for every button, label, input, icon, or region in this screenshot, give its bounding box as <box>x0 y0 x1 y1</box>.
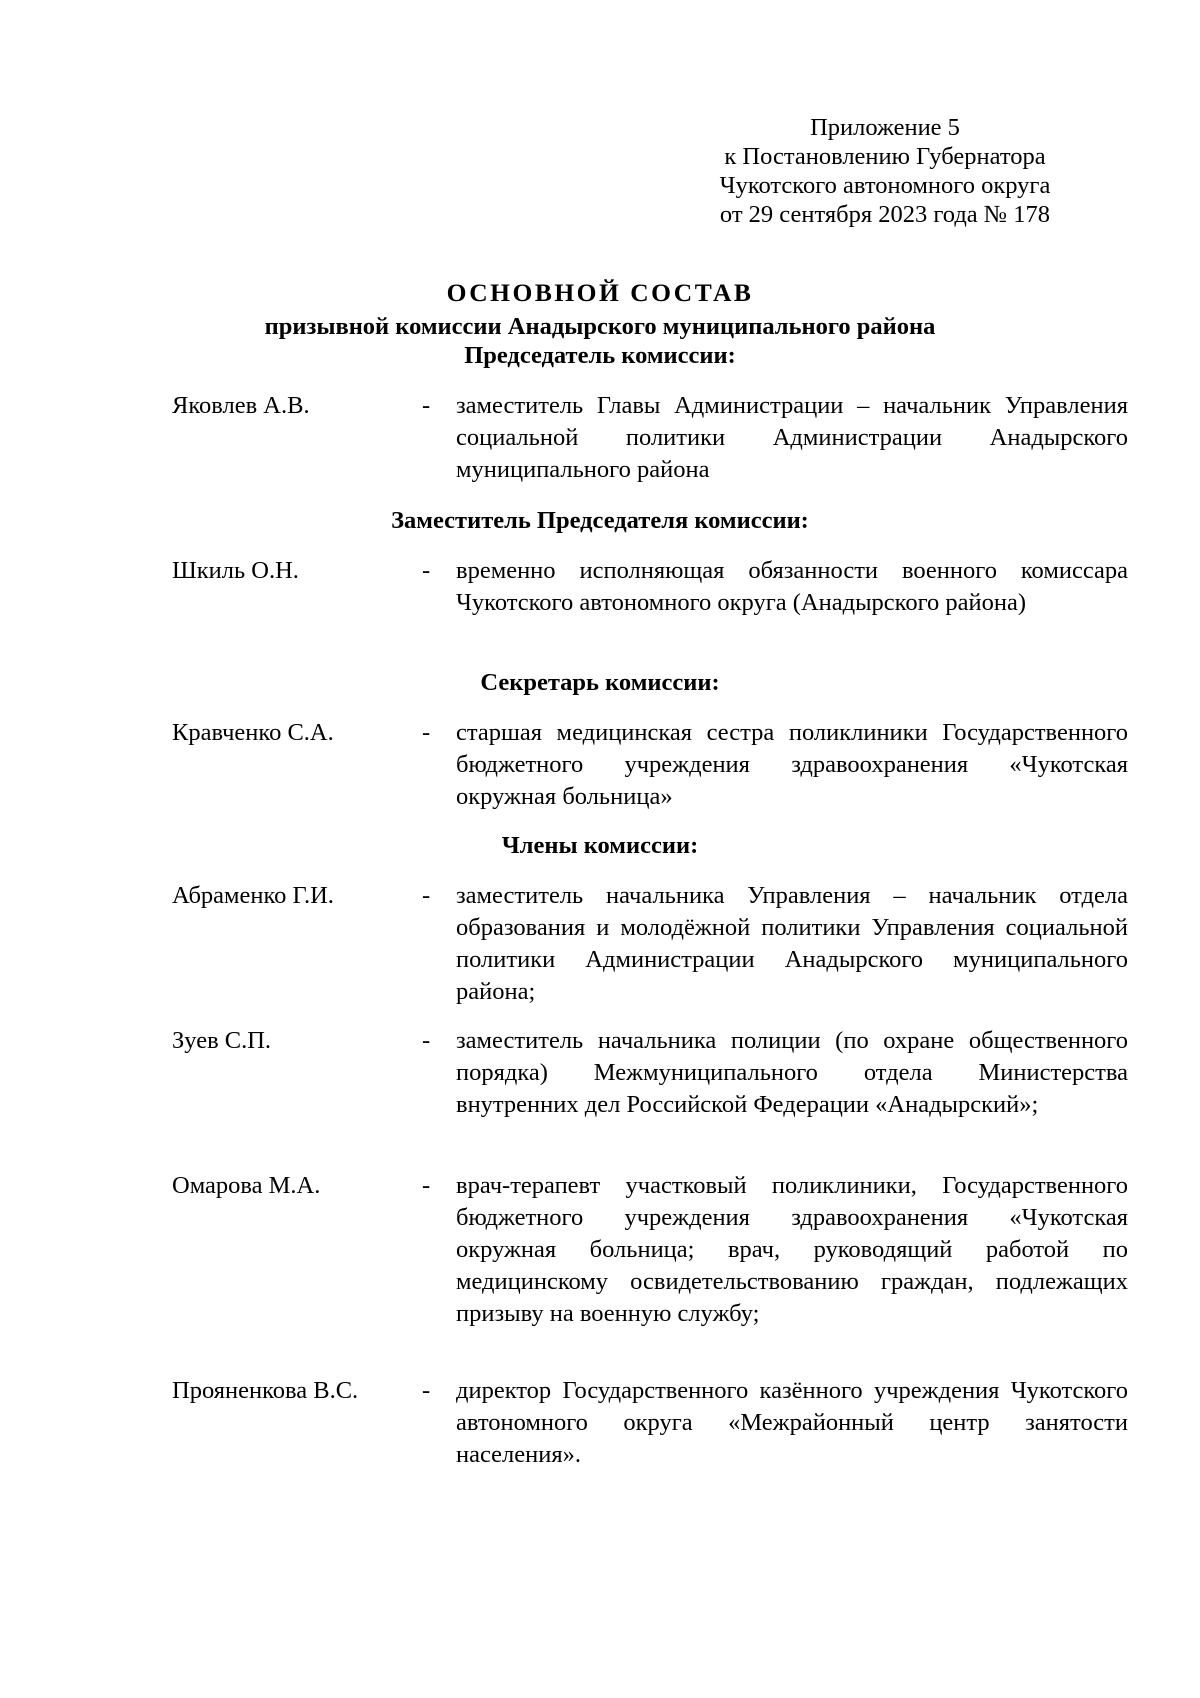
member-dash: - <box>422 392 431 419</box>
section-heading-deputy: Заместитель Председателя комиссии: <box>391 507 809 534</box>
member-name: Прояненкова В.С. <box>172 1377 359 1404</box>
document-subtitle: призывной комиссии Анадырского муниципального района <box>264 313 936 340</box>
member-role: старшая медицинская сестра поликлиники Государственного бюджетного учреждения здравоохранения «Чукотская окружная больница» <box>456 719 1128 810</box>
member-name: Омарова М.А. <box>172 1172 321 1199</box>
member-dash: - <box>422 557 431 584</box>
member-role: директор Государственного казённого учреждения Чукотского автономного округа «Межрайонный центр занятости населения». <box>456 1377 1128 1468</box>
section-heading-members: Члены комиссии: <box>501 832 699 859</box>
member-dash: - <box>422 1027 431 1054</box>
member-dash: - <box>422 882 431 909</box>
section-heading-secretary: Секретарь комиссии: <box>480 669 720 696</box>
member-role: заместитель начальника Управления – начальник отдела образования и молодёжной политики Управления социальной политики Администрации Анадырского муниципального района; <box>456 882 1128 1005</box>
member-dash: - <box>422 1377 431 1404</box>
member-role: заместитель начальника полиции (по охране общественного порядка) Межмуниципального отдела Министерства внутренних дел Российской Федерации «Анадырский»; <box>456 1027 1128 1118</box>
member-role: заместитель Главы Администрации – начальник Управления социальной политики Администрации Анадырского муниципального района <box>456 392 1128 483</box>
member-name: Яковлев А.В. <box>172 392 310 419</box>
member-dash: - <box>422 719 431 746</box>
member-role: врач-терапевт участковый поликлиники, Государственного бюджетного учреждения здравоохранения «Чукотская окружная больница; врач, руководящий работой по медицинскому освидетельствованию граждан, подлежащих призыву на военную службу; <box>456 1172 1128 1327</box>
member-name: Шкиль О.Н. <box>172 557 299 584</box>
member-name: Зуев С.П. <box>172 1027 272 1054</box>
appendix-number: Приложение 5 <box>810 114 960 141</box>
member-name: Кравченко С.А. <box>172 719 334 746</box>
appendix-date: от 29 сентября 2023 года № 178 <box>719 201 1051 228</box>
appendix-decree: к Постановлению Губернатора <box>724 143 1046 170</box>
member-role: временно исполняющая обязанности военного комиссара Чукотского автономного округа (Анадырского района) <box>456 557 1128 616</box>
appendix-region: Чукотского автономного округа <box>719 172 1051 199</box>
appendix-reference <box>700 113 1070 229</box>
member-dash: - <box>422 1172 431 1199</box>
section-heading-chairman: Председатель комиссии: <box>464 342 736 369</box>
member-name: Абраменко Г.И. <box>172 882 334 909</box>
document-title: ОСНОВНОЙ СОСТАВ <box>446 278 754 307</box>
